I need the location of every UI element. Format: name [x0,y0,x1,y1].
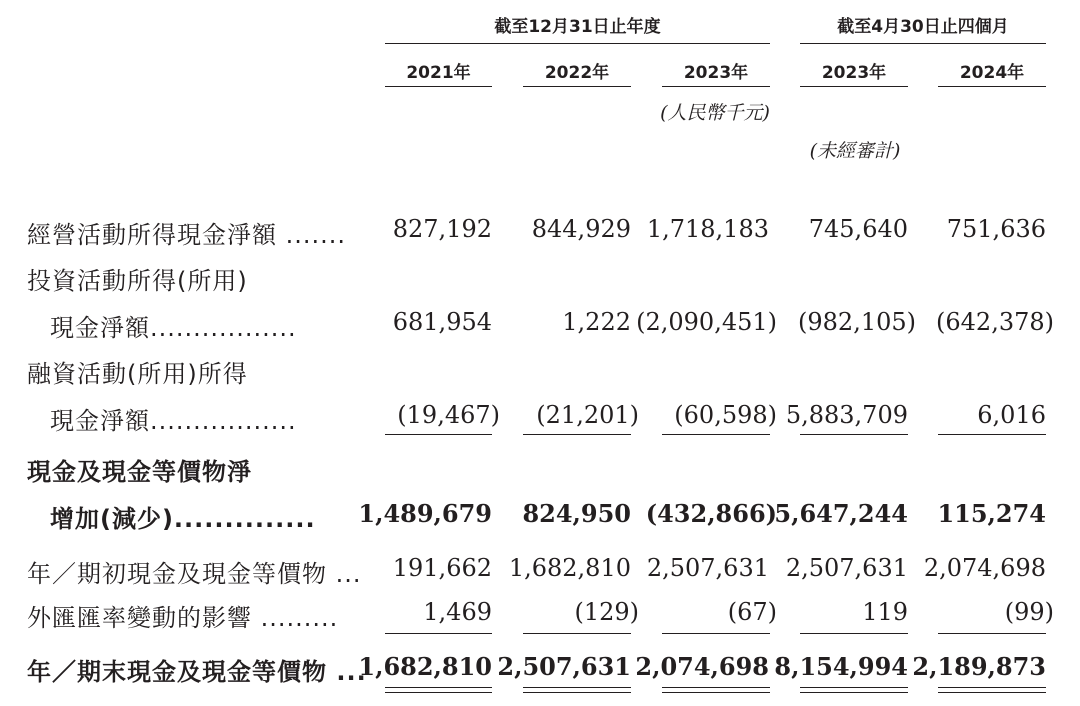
value-operating-2022: 844,929 [531,215,631,243]
value-fx-2023: (67) [727,598,777,626]
total-rule-2021 [385,633,492,634]
double-rule-bottom-2023 [662,692,770,693]
value-closing-2021: 1,682,810 [358,652,492,681]
value-fx-2021: 1,469 [423,598,492,626]
header-group-month-rule [800,43,1046,44]
value-fx-2022: (129) [574,598,639,626]
value-financing-2024: 6,016 [977,401,1046,429]
subtotal-rule-2023 [662,434,770,435]
value-financing-2023: (60,598) [674,401,777,429]
value-operating-2023: 1,718,183 [646,215,769,243]
double-rule-bottom-2022 [523,692,631,693]
value-investing-2022: 1,222 [562,308,631,336]
value-closing-2023-interim: 8,154,994 [774,652,908,681]
double-rule-bottom-2024 [938,692,1046,693]
value-net-change-2021: 1,489,679 [358,499,492,528]
value-closing-2022: 2,507,631 [497,652,631,681]
column-header-2023: 2023年 [683,63,749,83]
row-label-closing-cash: 年／期末現金及現金等價物 ... [27,658,367,686]
double-rule-top-2023-interim [800,687,908,688]
total-rule-2023 [662,633,770,634]
value-operating-2021: 827,192 [392,215,492,243]
header-group-year-rule [385,43,770,44]
row-label-fx-effect: 外匯匯率變動的影響 ......... [27,604,339,632]
unaudited-note: (未經審計) [809,140,901,162]
double-rule-bottom-2023-interim [800,692,908,693]
value-closing-2024: 2,189,873 [912,652,1046,681]
row-label-investing-line1: 投資活動所得(所用) [27,267,248,295]
column-header-2024: 2024年 [959,63,1025,83]
total-rule-2024 [938,633,1046,634]
row-label-operating: 經營活動所得現金淨額 ....... [27,221,347,249]
value-operating-2024: 751,636 [946,215,1046,243]
value-net-change-2023: (432,866) [645,499,777,528]
column-rule-2023 [662,86,770,87]
value-net-change-2024: 115,274 [937,499,1046,528]
value-financing-2021: (19,467) [397,401,500,429]
column-rule-2024 [938,86,1046,87]
value-opening-2022: 1,682,810 [508,554,631,582]
double-rule-bottom-2021 [385,692,492,693]
row-label-financing-line2: 現金淨額................. [50,407,297,435]
subtotal-rule-2024 [938,434,1046,435]
unit-note: (人民幣千元) [660,102,770,124]
double-rule-top-2022 [523,687,631,688]
value-financing-2022: (21,201) [536,401,639,429]
value-net-change-2022: 824,950 [522,499,631,528]
double-rule-top-2024 [938,687,1046,688]
column-header-2021: 2021年 [406,63,471,83]
value-net-change-2023-interim: 5,647,244 [774,499,908,528]
header-group-year: 截至12月31日止年度 [494,17,661,37]
column-rule-2021 [385,86,492,87]
row-label-opening-cash: 年／期初現金及現金等價物 ... [27,560,362,588]
column-rule-2022 [523,86,631,87]
row-label-financing-line1: 融資活動(所用)所得 [27,360,248,388]
value-operating-2023-interim: 745,640 [808,215,908,243]
value-investing-2024: (642,378) [936,308,1054,336]
row-label-net-change-line1: 現金及現金等價物淨 [27,458,252,486]
value-investing-2021: 681,954 [392,308,492,336]
value-investing-2023-interim: (982,105) [798,308,916,336]
value-closing-2023: 2,074,698 [635,652,769,681]
value-opening-2021: 191,662 [392,554,492,582]
value-financing-2023-interim: 5,883,709 [785,401,908,429]
subtotal-rule-2022 [523,434,631,435]
column-header-2022: 2022年 [544,63,610,83]
row-label-net-change-line2: 增加(減少).............. [50,505,316,533]
subtotal-rule-2023-interim [800,434,908,435]
total-rule-2022 [523,633,631,634]
value-opening-2024: 2,074,698 [923,554,1046,582]
row-label-investing-line2: 現金淨額................. [50,314,297,342]
value-opening-2023-interim: 2,507,631 [785,554,908,582]
column-header-2023-interim: 2023年 [821,63,887,83]
header-group-month: 截至4月30日止四個月 [837,17,1009,37]
subtotal-rule-2021 [385,434,492,435]
total-rule-2023-interim [800,633,908,634]
double-rule-top-2023 [662,687,770,688]
double-rule-top-2021 [385,687,492,688]
value-fx-2023-interim: 119 [862,598,908,626]
value-investing-2023: (2,090,451) [636,308,777,336]
value-fx-2024: (99) [1004,598,1054,626]
column-rule-2023-interim [800,86,908,87]
value-opening-2023: 2,507,631 [646,554,769,582]
